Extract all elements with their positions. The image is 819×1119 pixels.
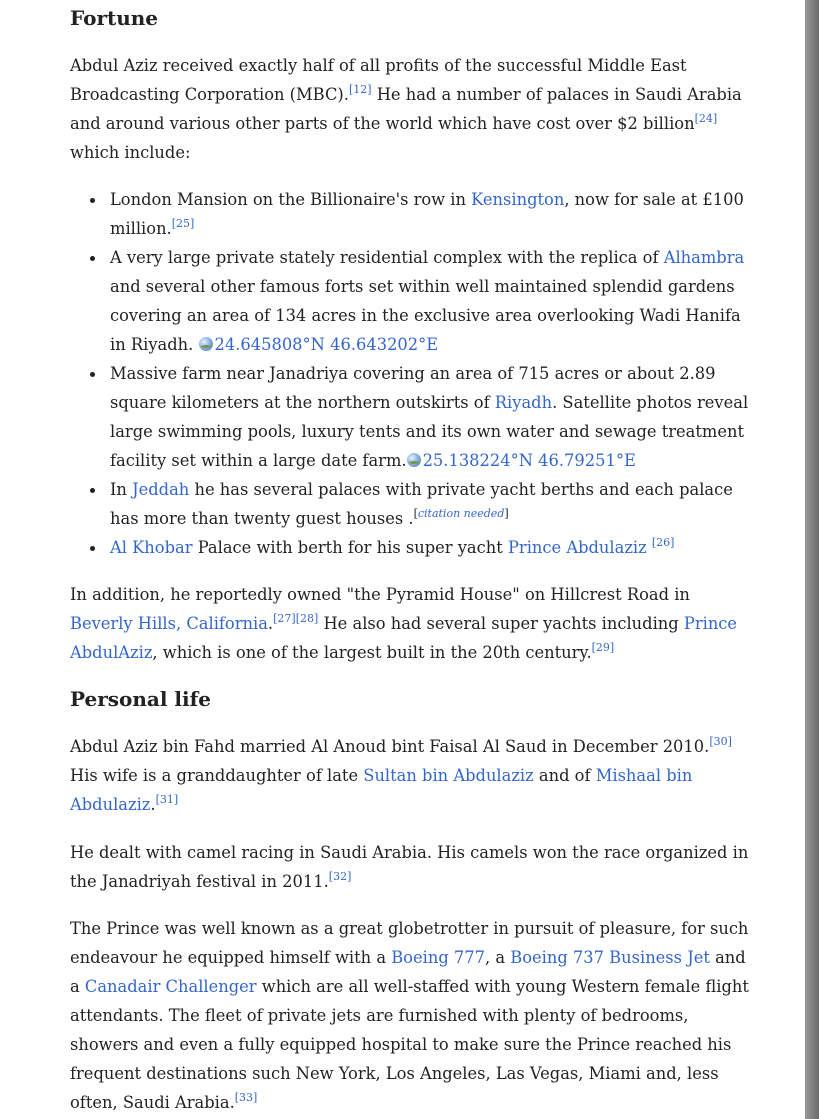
palaces-list xyxy=(70,185,750,562)
reference-link[interactable]: [30] xyxy=(709,735,732,748)
reference-link[interactable]: [28] xyxy=(295,612,319,625)
reference-link[interactable]: [27] xyxy=(273,612,296,625)
beverly-hills-link[interactable]: Beverly Hills, California xyxy=(70,614,268,633)
mishaal-bin-abdulaziz-link[interactable]: Mishaal bin Abdulaziz xyxy=(70,766,693,814)
globe-icon[interactable] xyxy=(199,337,213,351)
personal-paragraph-2: He dealt with camel racing in Saudi Arabia. His camels won the race organized in the Janadriyah festival in 2011.[32] xyxy=(70,843,749,891)
reference-link[interactable]: [29] xyxy=(591,641,615,654)
coordinates-link[interactable]: 24.645808°N 46.643202°E xyxy=(214,335,439,354)
list-item: Massive farm near Janadriya covering an area of 715 acres or about 2.89 square kilometers at the northern outskirts of Riyadh. Satellite photos reveal large swimming pools, luxury tents and its own water and sewage treatment facility set within a large date farm. 25.138224°N 46.79251°E xyxy=(110,359,750,475)
fortune-intro-paragraph: Abdul Aziz received exactly half of all profits of the successful Middle East Broadcasting Corporation (MBC).[12] He had a number of palaces in Saudi Arabia and around various other parts of the world which have cost over $2 billion[24] which include: xyxy=(70,56,742,162)
reference-link[interactable]: [12] xyxy=(348,83,372,96)
coordinates-link[interactable]: 25.138224°N 46.79251°E xyxy=(422,451,636,470)
reference-link[interactable]: [32] xyxy=(328,870,352,883)
section-heading-personal-life: Personal life xyxy=(70,687,211,711)
boeing-737-link[interactable]: Boeing 737 Business Jet xyxy=(510,948,710,967)
jeddah-link[interactable]: Jeddah xyxy=(132,480,190,499)
personal-paragraph-3: The Prince was well known as a great globetrotter in pursuit of pleasure, for such endeavour he equipped himself with a Boeing 777, a Boeing 737 Business Jet and a Canadair Challenger which are all well-staffed with young Western female flight attendants. The fleet of private jets are furnished with plenty of bedrooms, showers and even a fully equipped hospital to make sure the Prince reached his frequent destinations such New York, Los Angeles, Las Vegas, Miami and, less often, Saudi Arabia.[33] xyxy=(70,919,749,1112)
prince-abdulaziz-yacht-link[interactable]: Prince Abdulaziz xyxy=(507,538,647,557)
section-heading-fortune: Fortune xyxy=(70,6,159,30)
reference-link[interactable]: [31] xyxy=(155,793,179,806)
reference-link[interactable]: [26] xyxy=(651,536,675,549)
list-item: In Jeddah he has several palaces with private yacht berths and each palace has more than twenty guest houses .[citation needed] xyxy=(110,475,750,533)
fortune-paragraph-2: In addition, he reportedly owned "the Pyramid House" on Hillcrest Road in Beverly Hills, California.[27][28] He also had several super yachts including Prince AbdulAziz, which is one of the largest built in the 20th century.[29] xyxy=(70,585,738,662)
kensington-link[interactable]: Kensington xyxy=(471,190,565,209)
boeing-777-link[interactable]: Boeing 777 xyxy=(391,948,485,967)
list-item: A very large private stately residential complex with the replica of Alhambra and several other famous forts set within well maintained splendid gardens covering an area of 134 acres in the exclusive area overlooking Wadi Hanifa in Riyadh. 24.645808°N 46.643202°E xyxy=(110,243,750,359)
list-item: London Mansion on the Billionaire's row in Kensington, now for sale at £100 million.[25] xyxy=(110,185,750,243)
list-item: Al Khobar Palace with berth for his super yacht Prince Abdulaziz [26] xyxy=(110,533,750,562)
window-edge xyxy=(805,0,819,1119)
citation-needed-link[interactable]: citation needed xyxy=(417,507,505,520)
reference-link[interactable]: [24] xyxy=(694,112,718,125)
reference-link[interactable]: [33] xyxy=(234,1091,258,1104)
prince-abdulaziz-link[interactable]: Prince AbdulAziz xyxy=(70,614,738,662)
personal-paragraph-1: Abdul Aziz bin Fahd married Al Anoud bint Faisal Al Saud in December 2010.[30] His wife is a granddaughter of late Sultan bin Abdulaziz and of Mishaal bin Abdulaziz.[31] xyxy=(70,735,732,814)
riyadh-link[interactable]: Riyadh xyxy=(494,393,553,412)
alhambra-link[interactable]: Alhambra xyxy=(663,248,745,267)
reference-link[interactable]: [25] xyxy=(171,217,195,230)
canadair-challenger-link[interactable]: Canadair Challenger xyxy=(84,977,257,996)
sultan-bin-abdulaziz-link[interactable]: Sultan bin Abdulaziz xyxy=(363,766,534,785)
globe-icon[interactable] xyxy=(407,453,421,467)
citation-needed: [citation needed] xyxy=(413,507,509,520)
al-khobar-link[interactable]: Al Khobar xyxy=(110,538,193,557)
